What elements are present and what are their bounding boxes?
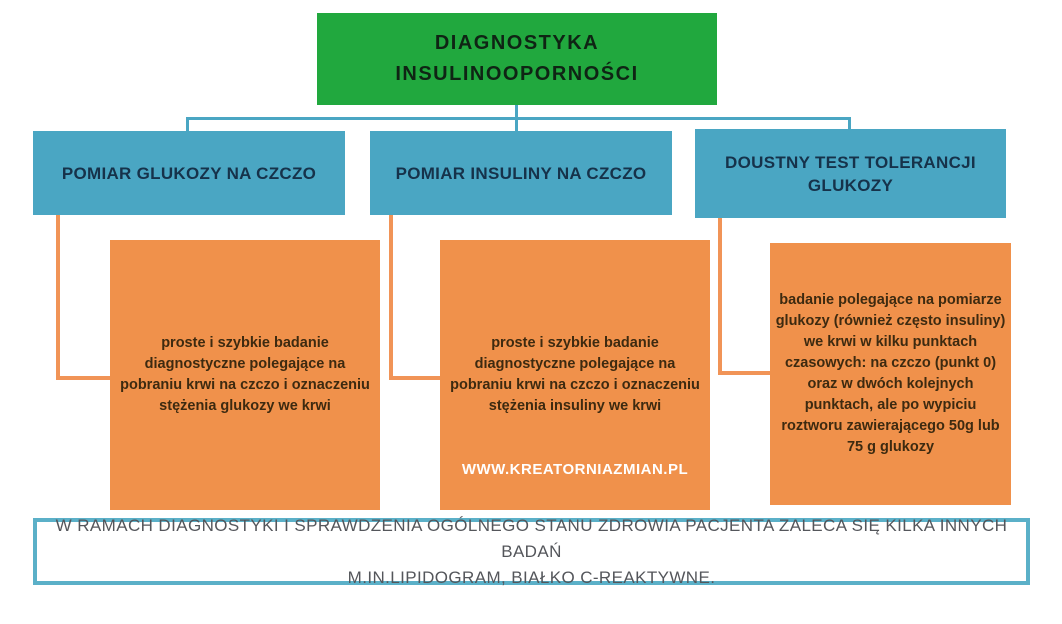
header-label-doustny-test: DOUSTNY TEST TOLERANCJI GLUKOZY [725, 152, 976, 195]
footer-note-box [33, 515, 1030, 587]
connector-elbow-glukoza [56, 215, 114, 380]
website-watermark: WWW.KREATORNIAZMIAN.PL [461, 461, 689, 478]
header-box-doustny-test [695, 129, 1006, 218]
description-box-insulina [440, 240, 710, 510]
header-label-insulina: POMIAR INSULINY NA CZCZO [395, 163, 647, 183]
description-box-glukoza [110, 240, 380, 510]
title-line-1: DIAGNOSTYKA [434, 32, 600, 54]
description-text-glukoza: proste i szybkie badanie diagnostyczne polegające na pobraniu krwi na czczo i oznaczeniu stężenia glukozy we krwi [120, 335, 370, 414]
title-line-2: INSULINOOPORNOŚCI [395, 63, 639, 85]
footer-note-line-2: M.IN.LIPIDOGRAM, BIAŁKO C-REAKTYWNE. [347, 567, 716, 587]
description-text-doustny-test: badanie polegające na pomiarze glukozy (również często insuliny) we krwi w kilku punktach czasowych: na czczo (punkt 0) oraz w dwóch kolejnych punktach, ale po wypiciu roztworu zawierającego 50g lub 75 g glukozy [775, 292, 1006, 455]
title-box [317, 13, 717, 105]
description-box-doustny-test [770, 243, 1011, 505]
connector-title-stem [515, 105, 518, 117]
header-box-insulina [370, 131, 672, 215]
connector-elbow-insulina [389, 215, 444, 380]
connector-elbow-doustny-test [718, 218, 774, 375]
header-label-glukoza: POMIAR GLUKOZY NA CZCZO [61, 163, 317, 183]
connector-middle-stub [515, 117, 518, 131]
header-box-glukoza [33, 131, 345, 215]
description-text-insulina: proste i szybkie badanie diagnostyczne polegające na pobraniu krwi na czczo i oznaczeniu stężenia insuliny we krwi [450, 335, 700, 414]
footer-note-line-1: W RAMACH DIAGNOSTYKI I SPRAWDZENIA OGÓLNEGO STANU ZDROWIA PACJENTA ZALECA SIĘ KILKA INNYCH BADAŃ [55, 515, 1008, 561]
